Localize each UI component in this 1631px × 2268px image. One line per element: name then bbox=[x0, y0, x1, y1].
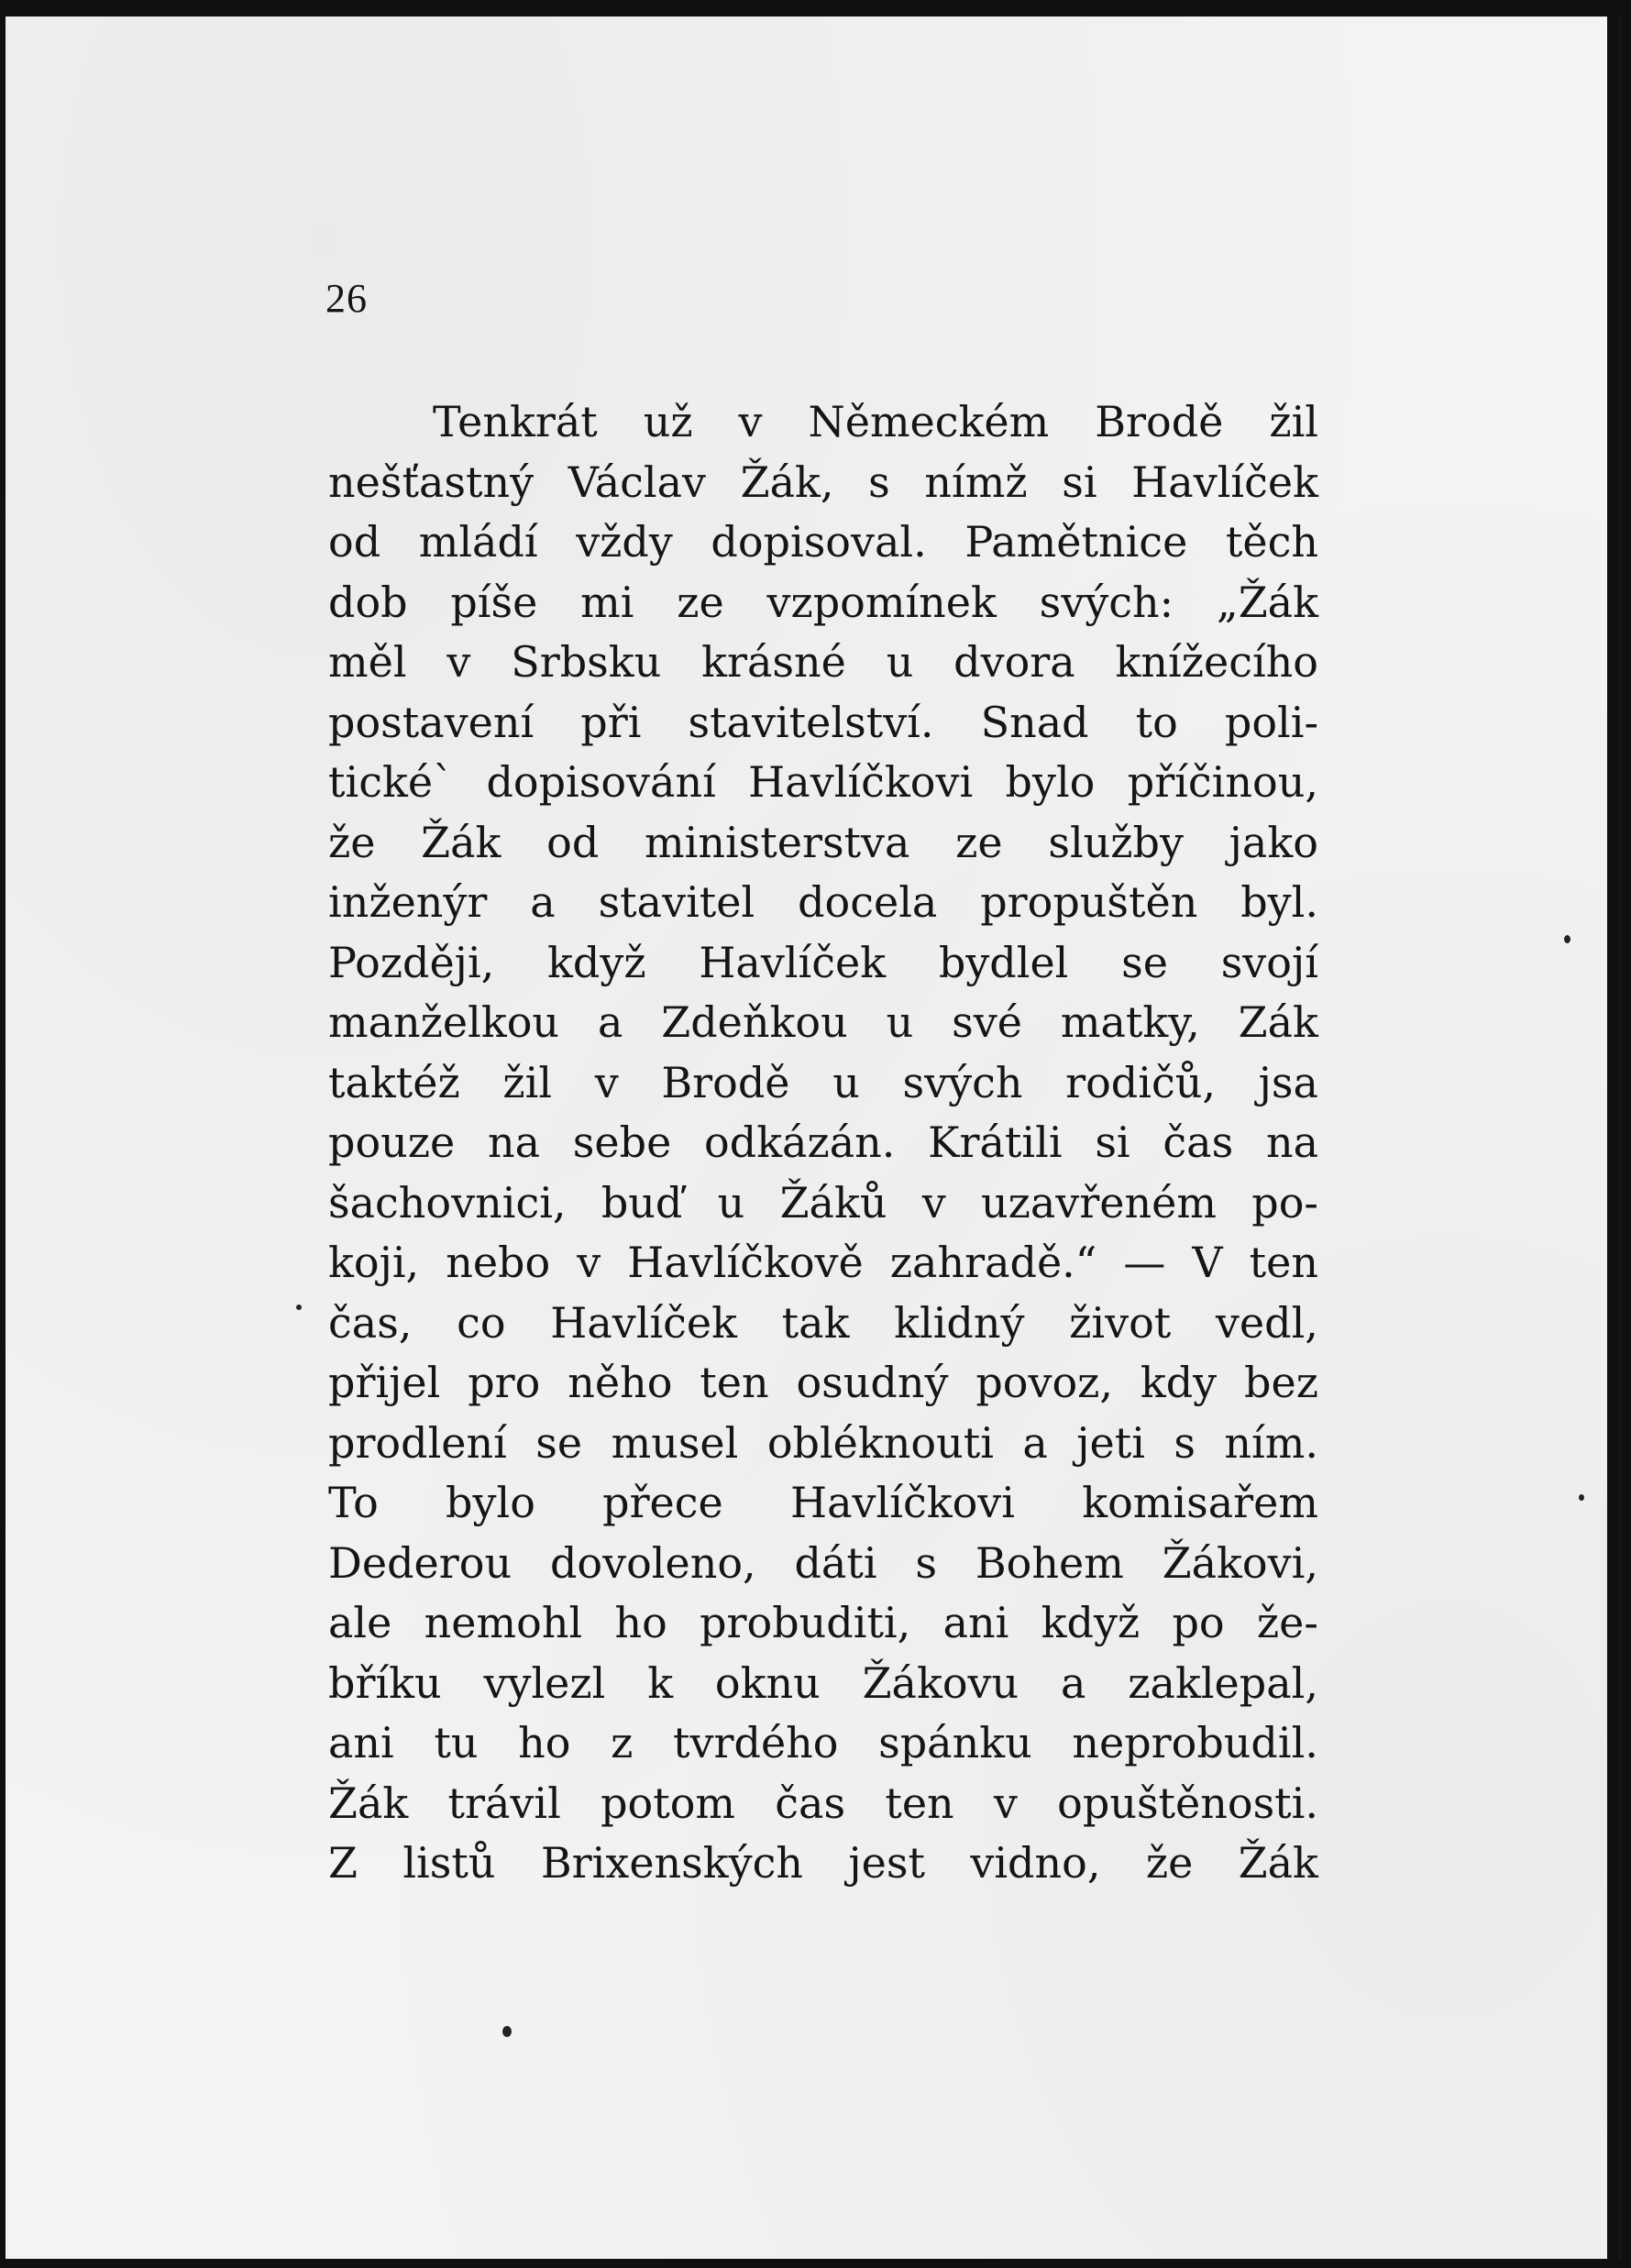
word: zahradě.“ bbox=[889, 1238, 1097, 1287]
text-line bbox=[328, 1173, 1318, 1234]
word: Žák, bbox=[740, 457, 834, 507]
text-line bbox=[328, 693, 1318, 754]
word: dob bbox=[328, 577, 408, 627]
word: prodlení bbox=[328, 1417, 507, 1468]
word: Srbsku bbox=[511, 637, 662, 687]
word: odkázán. bbox=[704, 1117, 896, 1167]
word: přece bbox=[602, 1478, 723, 1527]
word: ho bbox=[614, 1598, 667, 1647]
word: se bbox=[1121, 937, 1168, 987]
word: vzpomínek bbox=[766, 577, 997, 627]
word: na bbox=[1265, 1117, 1318, 1167]
paper-speck bbox=[1564, 935, 1570, 943]
word: probuditi, bbox=[700, 1598, 911, 1647]
word: že bbox=[328, 817, 376, 867]
text-line bbox=[328, 873, 1318, 933]
word: a bbox=[1022, 1417, 1048, 1468]
word: dvora bbox=[953, 637, 1075, 687]
text-line bbox=[328, 392, 1318, 453]
word: píše bbox=[450, 577, 538, 627]
word: nemohl bbox=[424, 1598, 583, 1647]
word: s bbox=[915, 1537, 938, 1588]
word: inženýr bbox=[328, 877, 488, 927]
word: „Žák bbox=[1216, 577, 1318, 627]
word: jako bbox=[1229, 817, 1318, 867]
word: v bbox=[738, 397, 763, 446]
word: rodičů, bbox=[1065, 1057, 1216, 1107]
word: měl bbox=[328, 637, 407, 687]
word: si bbox=[1062, 457, 1097, 507]
word: dáti bbox=[794, 1537, 877, 1588]
word: u bbox=[886, 637, 914, 687]
word: ale bbox=[328, 1598, 392, 1647]
word: v bbox=[921, 1177, 946, 1228]
word: musel bbox=[611, 1417, 739, 1468]
word: příčinou, bbox=[1127, 757, 1318, 807]
word: od bbox=[546, 817, 600, 867]
word: jest bbox=[848, 1838, 925, 1888]
word: opuštěnosti. bbox=[1057, 1778, 1318, 1828]
word: šachovnici, bbox=[328, 1177, 567, 1228]
word: Žák bbox=[1238, 1838, 1318, 1888]
word: po- bbox=[1251, 1177, 1318, 1228]
word: si bbox=[1095, 1117, 1130, 1167]
word: od bbox=[328, 517, 381, 567]
word: jsa bbox=[1258, 1057, 1318, 1107]
word: Snad bbox=[980, 697, 1089, 747]
word: Žák bbox=[421, 817, 501, 867]
word: zaklepal, bbox=[1128, 1657, 1318, 1708]
word: nebo bbox=[446, 1238, 551, 1287]
word: dopisoval. bbox=[711, 517, 927, 567]
text-line bbox=[328, 1654, 1318, 1714]
word: když bbox=[1041, 1598, 1141, 1647]
word: ani bbox=[328, 1718, 394, 1767]
word: když bbox=[547, 937, 646, 987]
word: byl. bbox=[1240, 877, 1318, 927]
word: komisařem bbox=[1082, 1478, 1318, 1527]
word: klidný bbox=[894, 1297, 1025, 1348]
word: vždy bbox=[576, 517, 673, 567]
word: ten bbox=[885, 1778, 954, 1828]
word: ministerstva bbox=[644, 817, 910, 867]
word: Později, bbox=[328, 937, 495, 987]
word: v bbox=[577, 1238, 601, 1287]
word: Německém bbox=[808, 397, 1050, 446]
page-number: 26 bbox=[325, 276, 368, 321]
word: ho bbox=[518, 1718, 571, 1767]
text-line bbox=[328, 1233, 1318, 1294]
text-line bbox=[328, 1473, 1318, 1534]
word: stavitel bbox=[598, 877, 755, 927]
word: přijel bbox=[328, 1358, 441, 1407]
text-line bbox=[328, 633, 1318, 693]
word: Havlíček bbox=[550, 1297, 738, 1348]
page-edge-shadow bbox=[1618, 17, 1622, 2259]
word: knížecího bbox=[1115, 637, 1318, 687]
text-line bbox=[328, 1593, 1318, 1654]
word: tvrdého bbox=[673, 1718, 839, 1767]
word: Havlíčkovi bbox=[748, 757, 974, 807]
word: dopisování bbox=[486, 757, 716, 807]
word: obléknouti bbox=[766, 1417, 994, 1468]
word: vedl, bbox=[1215, 1297, 1318, 1348]
text-line bbox=[328, 933, 1318, 994]
text-line bbox=[328, 453, 1318, 513]
word: ani bbox=[942, 1598, 1009, 1647]
word: matky, bbox=[1060, 997, 1200, 1047]
paper-speck bbox=[296, 1305, 302, 1310]
word: z bbox=[611, 1718, 634, 1767]
word: nímž bbox=[924, 457, 1028, 507]
text-line bbox=[328, 1294, 1318, 1354]
word: Dederou bbox=[328, 1537, 512, 1588]
word: vidno, bbox=[970, 1838, 1101, 1888]
word: postavení bbox=[328, 697, 534, 747]
word: čas, bbox=[328, 1297, 413, 1348]
word: bylo bbox=[446, 1478, 535, 1527]
word: docela bbox=[798, 877, 938, 927]
word: u bbox=[886, 997, 914, 1047]
text-line bbox=[328, 1113, 1318, 1173]
word: trávil bbox=[447, 1778, 561, 1828]
word: uzavřeném bbox=[981, 1177, 1217, 1228]
word: že- bbox=[1256, 1598, 1318, 1647]
word: čas bbox=[1163, 1117, 1234, 1167]
word: v bbox=[594, 1057, 619, 1107]
word: ze bbox=[955, 817, 1003, 867]
text-line bbox=[328, 753, 1318, 813]
word: se bbox=[535, 1417, 583, 1468]
word: Brodě bbox=[1095, 397, 1224, 446]
text-line bbox=[328, 993, 1318, 1053]
word: mi bbox=[580, 577, 634, 627]
word: co bbox=[457, 1297, 506, 1348]
text-line bbox=[328, 1534, 1318, 1594]
word: Žák bbox=[328, 1778, 409, 1828]
text-line bbox=[328, 1833, 1318, 1894]
word: koji, bbox=[328, 1238, 420, 1287]
word: stavitelství. bbox=[688, 697, 934, 747]
word: neprobudil. bbox=[1072, 1718, 1318, 1767]
word: žil bbox=[502, 1057, 553, 1107]
word: propuštěn bbox=[980, 877, 1198, 927]
word: po bbox=[1172, 1598, 1225, 1647]
word: to bbox=[1135, 697, 1178, 747]
word: svojí bbox=[1220, 937, 1318, 987]
word: jeti bbox=[1076, 1417, 1145, 1468]
word: bříku bbox=[328, 1657, 442, 1708]
word: vylezl bbox=[483, 1657, 606, 1708]
word: kdy bbox=[1140, 1358, 1218, 1407]
word: Z bbox=[328, 1838, 358, 1888]
word: Žáků bbox=[779, 1177, 887, 1228]
word: při bbox=[580, 697, 642, 747]
word: mládí bbox=[418, 517, 538, 567]
word: Zdeňkou bbox=[661, 997, 848, 1047]
word: už bbox=[643, 397, 693, 446]
word: Brodě bbox=[661, 1057, 790, 1107]
word: své bbox=[952, 997, 1022, 1047]
word: v bbox=[993, 1778, 1018, 1828]
word: listů bbox=[402, 1838, 496, 1888]
word: nešťastný bbox=[328, 457, 534, 507]
word: tické` bbox=[328, 757, 455, 807]
word: sebe bbox=[572, 1117, 672, 1167]
word: taktéž bbox=[328, 1057, 460, 1107]
word: ze bbox=[677, 577, 724, 627]
word: Tenkrát bbox=[433, 397, 598, 446]
word: povoz, bbox=[975, 1358, 1113, 1407]
word: Žákovi, bbox=[1162, 1537, 1318, 1588]
paper-speck bbox=[1579, 1494, 1584, 1501]
word: ten bbox=[1249, 1238, 1318, 1287]
text-line bbox=[328, 1713, 1318, 1774]
word: žil bbox=[1269, 397, 1318, 446]
word: To bbox=[328, 1478, 379, 1527]
word: s bbox=[868, 457, 890, 507]
word: svých bbox=[902, 1057, 1023, 1107]
word: osudný bbox=[796, 1358, 949, 1407]
word: buď bbox=[601, 1177, 683, 1228]
word: tu bbox=[434, 1718, 479, 1767]
word: manželkou bbox=[328, 997, 560, 1047]
word: Václav bbox=[568, 457, 707, 507]
word: Pamětnice bbox=[964, 517, 1188, 567]
word: Bohem bbox=[975, 1537, 1124, 1588]
word: ním. bbox=[1224, 1417, 1318, 1468]
word: s bbox=[1174, 1417, 1196, 1468]
word: služby bbox=[1048, 817, 1184, 867]
text-line bbox=[328, 1353, 1318, 1414]
word: a bbox=[530, 877, 556, 927]
text-line bbox=[328, 813, 1318, 874]
word: bez bbox=[1244, 1358, 1318, 1407]
text-line bbox=[328, 1053, 1318, 1114]
word: Brixenských bbox=[540, 1838, 804, 1888]
word: pouze bbox=[328, 1117, 456, 1167]
word: čas bbox=[775, 1778, 846, 1828]
word: potom bbox=[601, 1778, 736, 1828]
word: Havlíčkově bbox=[627, 1238, 864, 1287]
word: — bbox=[1123, 1238, 1166, 1287]
word: Zák bbox=[1238, 997, 1318, 1047]
word: spánku bbox=[878, 1718, 1032, 1767]
text-line bbox=[328, 1774, 1318, 1834]
word: bydlel bbox=[938, 937, 1069, 987]
word: a bbox=[1061, 1657, 1086, 1708]
word: tak bbox=[781, 1297, 850, 1348]
word: u bbox=[832, 1057, 860, 1107]
word: život bbox=[1069, 1297, 1172, 1348]
word: bylo bbox=[1005, 757, 1096, 807]
word: Žákovu bbox=[862, 1657, 1019, 1708]
body-text bbox=[328, 392, 1318, 1894]
word: že bbox=[1145, 1838, 1194, 1888]
word: v bbox=[446, 637, 471, 687]
word: u bbox=[717, 1177, 745, 1228]
text-line bbox=[328, 1414, 1318, 1474]
word: Havlíček bbox=[1131, 457, 1318, 507]
word: V bbox=[1192, 1238, 1223, 1287]
word: Havlíčkovi bbox=[790, 1478, 1015, 1527]
word: Krátili bbox=[928, 1117, 1063, 1167]
paper-speck bbox=[502, 2026, 512, 2037]
word: ten bbox=[700, 1358, 769, 1407]
word: na bbox=[487, 1117, 541, 1167]
word: svých: bbox=[1039, 577, 1174, 627]
word: krásné bbox=[701, 637, 846, 687]
word: poli- bbox=[1224, 697, 1318, 747]
word: těch bbox=[1225, 517, 1318, 567]
word: k bbox=[647, 1657, 674, 1708]
text-line bbox=[328, 573, 1318, 633]
text-line bbox=[328, 512, 1318, 573]
word: dovoleno, bbox=[549, 1537, 756, 1588]
word: a bbox=[597, 997, 623, 1047]
word: Havlíček bbox=[699, 937, 887, 987]
word: pro bbox=[468, 1358, 541, 1407]
word: něho bbox=[568, 1358, 673, 1407]
word: oknu bbox=[714, 1657, 821, 1708]
